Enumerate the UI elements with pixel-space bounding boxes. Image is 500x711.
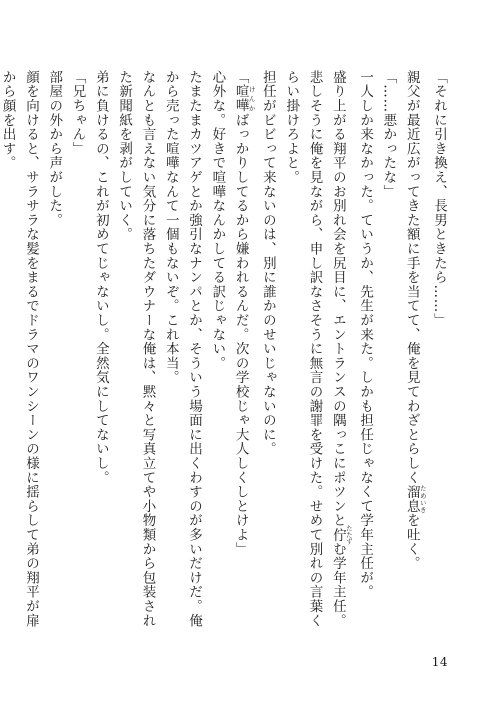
text-line: 親父が最近広がってきた額に手を当てて、俺を見てわざとらしく溜息 ためいきを吐く。 [403,70,427,571]
page-number: 14 [431,655,448,669]
text-line: なんとも言えない気分に落ちたダウナーな俺は、黙々と写真立てや小物類から包装された新聞紙を剥がしていく。 [116,70,156,628]
vertical-text-body [0,70,450,640]
text-line: たまたまカツアゲとか強引なナンパとか、そういう場面に出くわすのが多いだけだ。俺から売った喧嘩なんて一個もないぞ。これ本当。 [162,70,203,628]
text-line: 心外な。好きで喧嘩なんかしてる訳じゃない。 [209,70,226,371]
text-line: 弟に負けるの、これが初めてじゃないし。全然気にしてないし。 [92,70,109,485]
text-line: 部屋の外から声がした。 [46,70,63,228]
text-line: 顔を向けると、サラサラな髪をまるでドラマのワンシーンの様に揺らして弟の翔平が扉から顔を出す。 [0,70,39,628]
text-line: 一人しか来なかった。ていうか、先生が来た。しかも担任じゃなくて学年主任が。 [357,70,374,600]
text-line: 「兄ちゃん」 [69,70,86,156]
text-line: 「……悪かったな」 [380,70,397,199]
text-line: 「喧嘩 けんかばっかりしてるから嫌われるんだ。次の学校じゃ大人しくしとけよ」 [232,70,256,557]
text-line: 「それに引き換え、長男ときたら……」 [431,70,447,328]
text-line: 盛り上がる翔平のお別れ会を尻目に、エントランスの隅っこにポツンと佇 たたずむ学年主任。悲しそうに俺を見ながら、申し訳なさそうに無言の謝罪を受けた。せめて別れの言葉くらい掛けろよと。 [283,70,353,628]
text-line: 担任がビビって来ないのは、別に誰かのせいじゃないのに。 [259,70,276,457]
